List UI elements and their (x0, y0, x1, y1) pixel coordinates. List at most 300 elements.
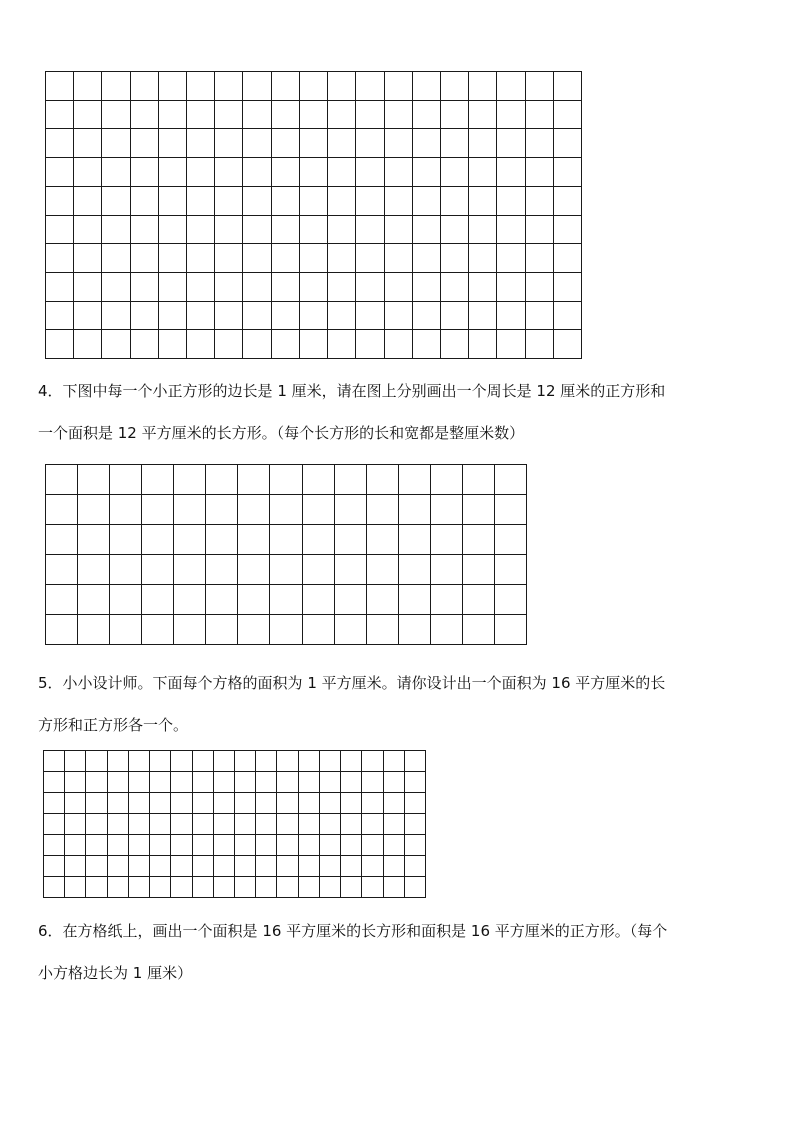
grid-cell (193, 772, 214, 793)
grid-cell (405, 856, 426, 877)
grid-cell (150, 793, 171, 814)
grid-cell (300, 273, 328, 302)
grid-cell (526, 330, 554, 359)
grid-cell (431, 465, 463, 495)
grid-cell (272, 187, 300, 216)
grid-cell (214, 793, 235, 814)
grid-cell (328, 216, 356, 245)
grid-cell (328, 244, 356, 273)
grid-cell (299, 751, 320, 772)
grid-cell (299, 856, 320, 877)
grid-cell (159, 302, 187, 331)
grid-cell (187, 187, 215, 216)
grid-cell (497, 72, 525, 101)
grid-cell (413, 129, 441, 158)
grid-cell (335, 465, 367, 495)
grid-cell (187, 216, 215, 245)
grid-cell (238, 525, 270, 555)
grid-cell (300, 129, 328, 158)
grid-cell (214, 814, 235, 835)
grid-cell (469, 216, 497, 245)
grid-cell (469, 101, 497, 130)
grid-cell (215, 302, 243, 331)
grid-cell (215, 273, 243, 302)
grid-cell (385, 216, 413, 245)
grid-cell (270, 495, 302, 525)
grid-cell (243, 129, 271, 158)
grid-cell (441, 244, 469, 273)
grid-cell (44, 751, 65, 772)
grid-cell (46, 72, 74, 101)
grid-cell (102, 129, 130, 158)
grid-cell (159, 187, 187, 216)
grid-cell (367, 495, 399, 525)
grid-cell (300, 244, 328, 273)
grid-cell (495, 615, 527, 645)
grid-cell (215, 216, 243, 245)
grid-cell (129, 814, 150, 835)
grid-cell (272, 101, 300, 130)
grid-cell (554, 101, 582, 130)
grid-paper-question-4 (45, 464, 527, 645)
grid-cell (497, 273, 525, 302)
grid-cell (413, 273, 441, 302)
grid-cell (78, 555, 110, 585)
grid-cell (367, 465, 399, 495)
grid-cell (356, 244, 384, 273)
grid-cell (159, 101, 187, 130)
grid-cell (367, 525, 399, 555)
grid-cell (187, 158, 215, 187)
grid-cell (108, 751, 129, 772)
grid-cell (272, 129, 300, 158)
grid-cell (235, 814, 256, 835)
grid-cell (356, 129, 384, 158)
grid-cell (44, 814, 65, 835)
grid-cell (102, 244, 130, 273)
grid-cell (303, 495, 335, 525)
grid-cell (171, 793, 192, 814)
grid-cell (277, 814, 298, 835)
grid-cell (399, 465, 431, 495)
grid-cell (102, 72, 130, 101)
grid-cell (554, 302, 582, 331)
grid-cell (299, 877, 320, 898)
grid-cell (235, 856, 256, 877)
question-6 (38, 910, 760, 994)
grid-cell (328, 187, 356, 216)
grid-cell (405, 772, 426, 793)
grid-cell (46, 273, 74, 302)
grid-cell (256, 877, 277, 898)
grid-cell (108, 772, 129, 793)
grid-cell (215, 244, 243, 273)
grid-cell (131, 273, 159, 302)
grid-cell (206, 585, 238, 615)
grid-cell (46, 495, 78, 525)
grid-cell (131, 330, 159, 359)
grid-cell (554, 216, 582, 245)
grid-cell (235, 772, 256, 793)
grid-cell (44, 877, 65, 898)
grid-cell (299, 772, 320, 793)
grid-cell (159, 129, 187, 158)
grid-cell (187, 72, 215, 101)
grid-cell (320, 772, 341, 793)
grid-cell (441, 158, 469, 187)
grid-cell (102, 216, 130, 245)
grid-cell (256, 772, 277, 793)
grid-cell (441, 330, 469, 359)
grid-cell (243, 273, 271, 302)
grid-cell (238, 585, 270, 615)
grid-cell (171, 772, 192, 793)
grid-cell (385, 302, 413, 331)
grid-cell (65, 877, 86, 898)
grid-cell (215, 72, 243, 101)
grid-cell (272, 273, 300, 302)
grid-cell (469, 129, 497, 158)
grid-cell (214, 835, 235, 856)
grid-cell (399, 525, 431, 555)
grid-cell (554, 244, 582, 273)
grid-cell (300, 158, 328, 187)
grid-cell (74, 330, 102, 359)
grid-cell (367, 615, 399, 645)
grid-cell (272, 330, 300, 359)
grid-cell (270, 555, 302, 585)
grid-cell (86, 772, 107, 793)
grid-cell (238, 555, 270, 585)
grid-cell (384, 793, 405, 814)
grid-cell (431, 615, 463, 645)
question-6-line-2: 小方格边长为 1 厘米） (38, 964, 193, 982)
grid-cell (362, 814, 383, 835)
grid-cell (187, 244, 215, 273)
grid-cell (78, 585, 110, 615)
grid-cell (441, 101, 469, 130)
grid-cell (131, 216, 159, 245)
grid-cell (277, 793, 298, 814)
grid-cell (469, 302, 497, 331)
grid-cell (362, 835, 383, 856)
grid-cell (193, 751, 214, 772)
grid-cell (270, 465, 302, 495)
grid-cell (129, 793, 150, 814)
grid-cell (495, 525, 527, 555)
grid-cell (171, 877, 192, 898)
grid-cell (102, 158, 130, 187)
grid-cell (463, 585, 495, 615)
grid-cell (159, 216, 187, 245)
grid-cell (171, 751, 192, 772)
grid-cell (46, 555, 78, 585)
grid-cell (300, 187, 328, 216)
grid-cell (174, 615, 206, 645)
grid-cell (335, 585, 367, 615)
grid-cell (171, 856, 192, 877)
grid-cell (431, 495, 463, 525)
grid-cell (384, 877, 405, 898)
grid-cell (405, 814, 426, 835)
grid-cell (74, 129, 102, 158)
grid-cell (385, 244, 413, 273)
grid-cell (495, 495, 527, 525)
grid-cell (159, 273, 187, 302)
grid-cell (110, 555, 142, 585)
grid-cell (335, 495, 367, 525)
grid-cell (215, 101, 243, 130)
grid-cell (328, 302, 356, 331)
grid-cell (405, 751, 426, 772)
grid-cell (277, 856, 298, 877)
grid-cell (405, 793, 426, 814)
grid-cell (110, 495, 142, 525)
grid-cell (497, 187, 525, 216)
grid-cell (303, 555, 335, 585)
grid-cell (441, 302, 469, 331)
grid-cell (356, 216, 384, 245)
grid-cell (356, 101, 384, 130)
grid-cell (65, 772, 86, 793)
grid-cell (150, 751, 171, 772)
grid-cell (399, 495, 431, 525)
grid-cell (142, 525, 174, 555)
grid-cell (469, 244, 497, 273)
grid-cell (320, 751, 341, 772)
grid-cell (385, 187, 413, 216)
grid-cell (159, 244, 187, 273)
grid-cell (243, 187, 271, 216)
grid-cell (384, 814, 405, 835)
grid-cell (341, 814, 362, 835)
grid-cell (362, 856, 383, 877)
grid-cell (497, 330, 525, 359)
grid-cell (110, 615, 142, 645)
grid-cell (159, 330, 187, 359)
grid-cell (78, 615, 110, 645)
grid-cell (299, 835, 320, 856)
grid-cell (65, 856, 86, 877)
grid-cell (44, 793, 65, 814)
grid-cell (150, 856, 171, 877)
grid-cell (463, 495, 495, 525)
grid-cell (206, 495, 238, 525)
grid-cell (272, 302, 300, 331)
grid-cell (320, 856, 341, 877)
grid-cell (74, 72, 102, 101)
grid-cell (235, 835, 256, 856)
grid-cell (187, 273, 215, 302)
grid-cell (108, 793, 129, 814)
grid-cell (131, 129, 159, 158)
grid-cell (335, 615, 367, 645)
grid-cell (150, 835, 171, 856)
grid-cell (413, 72, 441, 101)
grid-cell (526, 187, 554, 216)
grid-cell (277, 751, 298, 772)
grid-cell (328, 129, 356, 158)
grid-cell (272, 72, 300, 101)
grid-cell (102, 187, 130, 216)
question-6-line-1: 6．在方格纸上，画出一个面积是 16 平方厘米的长方形和面积是 16 平方厘米的正方形。（每个 (38, 922, 668, 940)
grid-cell (399, 615, 431, 645)
grid-cell (554, 158, 582, 187)
grid-cell (102, 101, 130, 130)
grid-cell (328, 330, 356, 359)
grid-cell (46, 615, 78, 645)
grid-cell (206, 555, 238, 585)
grid-cell (86, 835, 107, 856)
grid-cell (320, 814, 341, 835)
grid-cell (131, 101, 159, 130)
grid-cell (469, 330, 497, 359)
grid-cell (469, 187, 497, 216)
grid-cell (65, 835, 86, 856)
grid-cell (243, 101, 271, 130)
grid-cell (86, 814, 107, 835)
grid-cell (150, 877, 171, 898)
grid-cell (74, 244, 102, 273)
grid-cell (243, 158, 271, 187)
grid-cell (469, 72, 497, 101)
grid-cell (193, 814, 214, 835)
grid-cell (497, 158, 525, 187)
grid-cell (356, 72, 384, 101)
grid-cell (142, 555, 174, 585)
grid-cell (300, 302, 328, 331)
grid-cell (187, 129, 215, 158)
grid-paper-question-5 (43, 750, 426, 898)
grid-cell (171, 814, 192, 835)
grid-cell (328, 273, 356, 302)
grid-cell (362, 877, 383, 898)
grid-cell (193, 877, 214, 898)
grid-cell (187, 330, 215, 359)
grid-cell (214, 856, 235, 877)
grid-cell (303, 525, 335, 555)
grid-cell (277, 835, 298, 856)
grid-cell (299, 814, 320, 835)
grid-cell (193, 835, 214, 856)
grid-cell (142, 615, 174, 645)
grid-cell (238, 465, 270, 495)
grid-cell (463, 615, 495, 645)
grid-cell (463, 525, 495, 555)
grid-cell (554, 273, 582, 302)
grid-cell (526, 72, 554, 101)
grid-cell (362, 751, 383, 772)
grid-cell (495, 465, 527, 495)
grid-cell (214, 751, 235, 772)
question-4 (38, 370, 760, 454)
grid-cell (441, 216, 469, 245)
grid-cell (431, 555, 463, 585)
grid-cell (235, 877, 256, 898)
grid-cell (554, 129, 582, 158)
grid-cell (74, 302, 102, 331)
grid-cell (86, 751, 107, 772)
grid-cell (441, 72, 469, 101)
grid-cell (356, 273, 384, 302)
grid-cell (110, 525, 142, 555)
grid-cell (399, 585, 431, 615)
grid-cell (174, 495, 206, 525)
grid-cell (431, 585, 463, 615)
grid-cell (554, 187, 582, 216)
question-4-line-2: 一个面积是 12 平方厘米的长方形。（每个长方形的长和宽都是整厘米数） (38, 424, 525, 442)
grid-cell (413, 101, 441, 130)
grid-cell (159, 72, 187, 101)
grid-cell (46, 465, 78, 495)
grid-cell (341, 793, 362, 814)
grid-cell (86, 856, 107, 877)
grid-cell (235, 751, 256, 772)
grid-cell (46, 302, 74, 331)
grid-cell (299, 793, 320, 814)
grid-cell (46, 158, 74, 187)
grid-cell (413, 158, 441, 187)
grid-cell (328, 158, 356, 187)
grid-cell (46, 187, 74, 216)
grid-cell (300, 101, 328, 130)
grid-cell (413, 187, 441, 216)
grid-cell (142, 495, 174, 525)
grid-cell (362, 772, 383, 793)
grid-cell (526, 244, 554, 273)
grid-cell (102, 273, 130, 302)
grid-cell (74, 273, 102, 302)
grid-cell (129, 772, 150, 793)
grid-cell (495, 585, 527, 615)
grid-cell (65, 814, 86, 835)
grid-cell (526, 101, 554, 130)
grid-cell (526, 302, 554, 331)
grid-cell (256, 856, 277, 877)
grid-cell (405, 877, 426, 898)
grid-cell (65, 751, 86, 772)
grid-cell (463, 465, 495, 495)
grid-cell (86, 793, 107, 814)
grid-cell (46, 330, 74, 359)
grid-cell (341, 877, 362, 898)
grid-cell (131, 187, 159, 216)
grid-cell (171, 835, 192, 856)
grid-cell (277, 772, 298, 793)
grid-cell (256, 814, 277, 835)
grid-cell (215, 330, 243, 359)
grid-cell (413, 244, 441, 273)
grid-cell (270, 525, 302, 555)
grid-cell (463, 555, 495, 585)
grid-cell (214, 772, 235, 793)
grid-cell (300, 216, 328, 245)
grid-cell (495, 555, 527, 585)
grid-cell (159, 158, 187, 187)
grid-cell (526, 129, 554, 158)
grid-cell (385, 273, 413, 302)
grid-cell (469, 158, 497, 187)
grid-cell (131, 302, 159, 331)
grid-cell (526, 158, 554, 187)
grid-cell (129, 856, 150, 877)
grid-cell (441, 187, 469, 216)
grid-cell (108, 835, 129, 856)
question-4-line-1: 4．下图中每一个小正方形的边长是 1 厘米，请在图上分别画出一个周长是 12 厘米的正方形和 (38, 382, 666, 400)
grid-cell (335, 555, 367, 585)
grid-cell (44, 772, 65, 793)
grid-cell (102, 330, 130, 359)
